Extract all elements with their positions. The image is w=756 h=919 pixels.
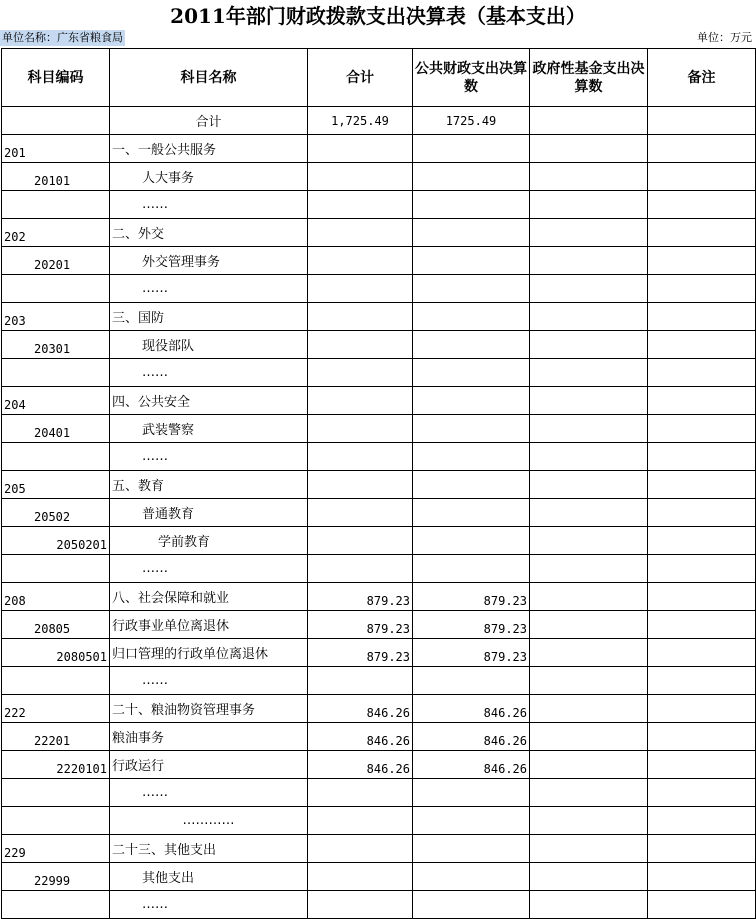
cell-code: 222 bbox=[2, 695, 110, 723]
cell-public bbox=[413, 331, 530, 359]
cell-fund bbox=[530, 667, 648, 695]
cell-note bbox=[648, 135, 756, 163]
cell-fund bbox=[530, 387, 648, 415]
cell-total bbox=[308, 135, 413, 163]
cell-total: 879.23 bbox=[308, 583, 413, 611]
cell-code: 2050201 bbox=[2, 527, 110, 555]
cell-code: 208 bbox=[2, 583, 110, 611]
cell-total: 846.26 bbox=[308, 751, 413, 779]
cell-public bbox=[413, 163, 530, 191]
cell-name: 普通教育 bbox=[110, 499, 308, 527]
header-name: 科目名称 bbox=[110, 49, 308, 107]
cell-note bbox=[648, 191, 756, 219]
cell-note bbox=[648, 611, 756, 639]
cell-name: 行政事业单位离退休 bbox=[110, 611, 308, 639]
cell-fund bbox=[530, 247, 648, 275]
cell-fund bbox=[530, 471, 648, 499]
cell-code: 20201 bbox=[2, 247, 110, 275]
cell-public bbox=[413, 863, 530, 891]
cell-name: 一、一般公共服务 bbox=[110, 135, 308, 163]
cell-name: 人大事务 bbox=[110, 163, 308, 191]
cell-total: 846.26 bbox=[308, 695, 413, 723]
cell-fund bbox=[530, 611, 648, 639]
cell-total bbox=[308, 247, 413, 275]
cell-fund bbox=[530, 135, 648, 163]
table-row bbox=[2, 611, 756, 639]
table-row bbox=[2, 751, 756, 779]
cell-fund bbox=[530, 275, 648, 303]
cell-name: …… bbox=[110, 891, 308, 919]
cell-code: 22201 bbox=[2, 723, 110, 751]
cell-fund bbox=[530, 303, 648, 331]
cell-name: …… bbox=[110, 275, 308, 303]
cell-public bbox=[413, 835, 530, 863]
cell-fund bbox=[530, 779, 648, 807]
cell-note bbox=[648, 807, 756, 835]
cell-public bbox=[413, 779, 530, 807]
header-note: 备注 bbox=[648, 49, 756, 107]
cell-note bbox=[648, 863, 756, 891]
cell-public: 846.26 bbox=[413, 723, 530, 751]
cell-total bbox=[308, 331, 413, 359]
table-row bbox=[2, 387, 756, 415]
table-row bbox=[2, 583, 756, 611]
unit-name-label: 单位名称：广东省粮食局 bbox=[2, 31, 123, 44]
cell-public bbox=[413, 667, 530, 695]
cell-code: 20401 bbox=[2, 415, 110, 443]
cell-public bbox=[413, 415, 530, 443]
cell-name: 二十、粮油物资管理事务 bbox=[110, 695, 308, 723]
cell-name: …… bbox=[110, 359, 308, 387]
cell-fund bbox=[530, 359, 648, 387]
table-row bbox=[2, 723, 756, 751]
cell-public: 879.23 bbox=[413, 611, 530, 639]
cell-fund bbox=[530, 331, 648, 359]
cell-public: 846.26 bbox=[413, 751, 530, 779]
cell-note bbox=[648, 667, 756, 695]
cell-code bbox=[2, 107, 110, 135]
cell-total bbox=[308, 191, 413, 219]
cell-code bbox=[2, 555, 110, 583]
cell-note bbox=[648, 499, 756, 527]
cell-name: …… bbox=[110, 443, 308, 471]
cell-name: …… bbox=[110, 555, 308, 583]
cell-public bbox=[413, 275, 530, 303]
table-row bbox=[2, 835, 756, 863]
cell-name: 学前教育 bbox=[110, 527, 308, 555]
table-row bbox=[2, 863, 756, 891]
cell-note bbox=[648, 555, 756, 583]
cell-total: 879.23 bbox=[308, 639, 413, 667]
header-total: 合计 bbox=[308, 49, 413, 107]
table-row bbox=[2, 163, 756, 191]
cell-total bbox=[308, 891, 413, 919]
table-row bbox=[2, 779, 756, 807]
cell-fund bbox=[530, 163, 648, 191]
cell-code: 20805 bbox=[2, 611, 110, 639]
cell-fund bbox=[530, 835, 648, 863]
cell-public bbox=[413, 247, 530, 275]
cell-code bbox=[2, 779, 110, 807]
header-fund: 政府性基金支出决算数 bbox=[530, 49, 648, 107]
cell-fund bbox=[530, 219, 648, 247]
cell-name: 粮油事务 bbox=[110, 723, 308, 751]
cell-total bbox=[308, 471, 413, 499]
cell-code: 229 bbox=[2, 835, 110, 863]
cell-note bbox=[648, 163, 756, 191]
cell-fund bbox=[530, 891, 648, 919]
cell-name: …… bbox=[110, 191, 308, 219]
cell-code: 20101 bbox=[2, 163, 110, 191]
cell-fund bbox=[530, 107, 648, 135]
cell-code: 20301 bbox=[2, 331, 110, 359]
cell-note bbox=[648, 695, 756, 723]
cell-note bbox=[648, 527, 756, 555]
cell-total bbox=[308, 359, 413, 387]
cell-note bbox=[648, 359, 756, 387]
expenditure-table bbox=[1, 48, 756, 919]
cell-public bbox=[413, 807, 530, 835]
cell-name: 行政运行 bbox=[110, 751, 308, 779]
table-row bbox=[2, 667, 756, 695]
cell-total bbox=[308, 499, 413, 527]
table-row bbox=[2, 191, 756, 219]
cell-note bbox=[648, 443, 756, 471]
cell-note bbox=[648, 639, 756, 667]
cell-note bbox=[648, 331, 756, 359]
cell-name: 现役部队 bbox=[110, 331, 308, 359]
cell-total bbox=[308, 303, 413, 331]
cell-fund bbox=[530, 191, 648, 219]
cell-name: 八、社会保障和就业 bbox=[110, 583, 308, 611]
cell-note bbox=[648, 107, 756, 135]
table-row bbox=[2, 443, 756, 471]
cell-note bbox=[648, 303, 756, 331]
cell-public bbox=[413, 219, 530, 247]
cell-public: 846.26 bbox=[413, 695, 530, 723]
table-row bbox=[2, 471, 756, 499]
cell-code bbox=[2, 667, 110, 695]
cell-public bbox=[413, 135, 530, 163]
cell-note bbox=[648, 835, 756, 863]
cell-total bbox=[308, 835, 413, 863]
cell-code: 202 bbox=[2, 219, 110, 247]
table-row bbox=[2, 359, 756, 387]
cell-code: 22999 bbox=[2, 863, 110, 891]
table-row bbox=[2, 219, 756, 247]
cell-public: 879.23 bbox=[413, 639, 530, 667]
cell-name: 合计 bbox=[110, 107, 308, 135]
cell-total: 846.26 bbox=[308, 723, 413, 751]
cell-note bbox=[648, 219, 756, 247]
cell-code: 203 bbox=[2, 303, 110, 331]
cell-code: 2220101 bbox=[2, 751, 110, 779]
cell-public bbox=[413, 387, 530, 415]
cell-public bbox=[413, 471, 530, 499]
cell-name: 四、公共安全 bbox=[110, 387, 308, 415]
cell-total bbox=[308, 555, 413, 583]
cell-fund bbox=[530, 499, 648, 527]
cell-fund bbox=[530, 443, 648, 471]
header-code: 科目编码 bbox=[2, 49, 110, 107]
cell-note bbox=[648, 415, 756, 443]
cell-name: 五、教育 bbox=[110, 471, 308, 499]
cell-fund bbox=[530, 695, 648, 723]
cell-name: ………… bbox=[110, 807, 308, 835]
cell-total bbox=[308, 443, 413, 471]
table-row bbox=[2, 303, 756, 331]
cell-fund bbox=[530, 415, 648, 443]
cell-public bbox=[413, 891, 530, 919]
table-row bbox=[2, 107, 756, 135]
cell-public bbox=[413, 443, 530, 471]
cell-name: 归口管理的行政单位离退休 bbox=[110, 639, 308, 667]
cell-total bbox=[308, 527, 413, 555]
cell-name: 三、国防 bbox=[110, 303, 308, 331]
table-row bbox=[2, 891, 756, 919]
table-row bbox=[2, 135, 756, 163]
cell-note bbox=[648, 471, 756, 499]
cell-code: 205 bbox=[2, 471, 110, 499]
cell-public bbox=[413, 555, 530, 583]
table-row bbox=[2, 499, 756, 527]
table-row bbox=[2, 247, 756, 275]
cell-public bbox=[413, 303, 530, 331]
cell-note bbox=[648, 751, 756, 779]
cell-total bbox=[308, 807, 413, 835]
cell-fund bbox=[530, 527, 648, 555]
cell-fund bbox=[530, 555, 648, 583]
cell-name: 二十三、其他支出 bbox=[110, 835, 308, 863]
cell-total bbox=[308, 415, 413, 443]
cell-code bbox=[2, 275, 110, 303]
cell-public bbox=[413, 191, 530, 219]
cell-name: 武装警察 bbox=[110, 415, 308, 443]
table-row bbox=[2, 415, 756, 443]
cell-total bbox=[308, 219, 413, 247]
cell-total bbox=[308, 387, 413, 415]
cell-fund bbox=[530, 751, 648, 779]
cell-total bbox=[308, 863, 413, 891]
cell-total bbox=[308, 163, 413, 191]
cell-total bbox=[308, 275, 413, 303]
cell-fund bbox=[530, 639, 648, 667]
cell-public bbox=[413, 499, 530, 527]
page-title: 2011年部门财政拨款支出决算表（基本支出） bbox=[170, 4, 586, 28]
table-row bbox=[2, 275, 756, 303]
cell-note bbox=[648, 723, 756, 751]
cell-note bbox=[648, 247, 756, 275]
cell-note bbox=[648, 275, 756, 303]
cell-name: 外交管理事务 bbox=[110, 247, 308, 275]
cell-total bbox=[308, 779, 413, 807]
cell-name: 其他支出 bbox=[110, 863, 308, 891]
cell-name: 二、外交 bbox=[110, 219, 308, 247]
cell-total: 1,725.49 bbox=[308, 107, 413, 135]
cell-public: 1725.49 bbox=[413, 107, 530, 135]
cell-fund bbox=[530, 583, 648, 611]
table-row bbox=[2, 331, 756, 359]
cell-code: 201 bbox=[2, 135, 110, 163]
table-row bbox=[2, 639, 756, 667]
cell-total: 879.23 bbox=[308, 611, 413, 639]
cell-public bbox=[413, 527, 530, 555]
cell-name: …… bbox=[110, 779, 308, 807]
cell-name: …… bbox=[110, 667, 308, 695]
cell-fund bbox=[530, 863, 648, 891]
cell-fund bbox=[530, 723, 648, 751]
cell-fund bbox=[530, 807, 648, 835]
cell-code bbox=[2, 891, 110, 919]
table-row bbox=[2, 695, 756, 723]
cell-code bbox=[2, 443, 110, 471]
table-row bbox=[2, 555, 756, 583]
currency-unit-label: 单位：万元 bbox=[697, 31, 752, 44]
cell-note bbox=[648, 583, 756, 611]
cell-note bbox=[648, 387, 756, 415]
cell-note bbox=[648, 779, 756, 807]
table-row bbox=[2, 527, 756, 555]
cell-code bbox=[2, 359, 110, 387]
cell-note bbox=[648, 891, 756, 919]
cell-public bbox=[413, 359, 530, 387]
cell-code: 2080501 bbox=[2, 639, 110, 667]
cell-code: 204 bbox=[2, 387, 110, 415]
cell-code bbox=[2, 807, 110, 835]
cell-code: 20502 bbox=[2, 499, 110, 527]
cell-code bbox=[2, 191, 110, 219]
cell-public: 879.23 bbox=[413, 583, 530, 611]
table-header-row bbox=[2, 49, 756, 107]
cell-total bbox=[308, 667, 413, 695]
table-row bbox=[2, 807, 756, 835]
header-public: 公共财政支出决算数 bbox=[413, 49, 530, 107]
